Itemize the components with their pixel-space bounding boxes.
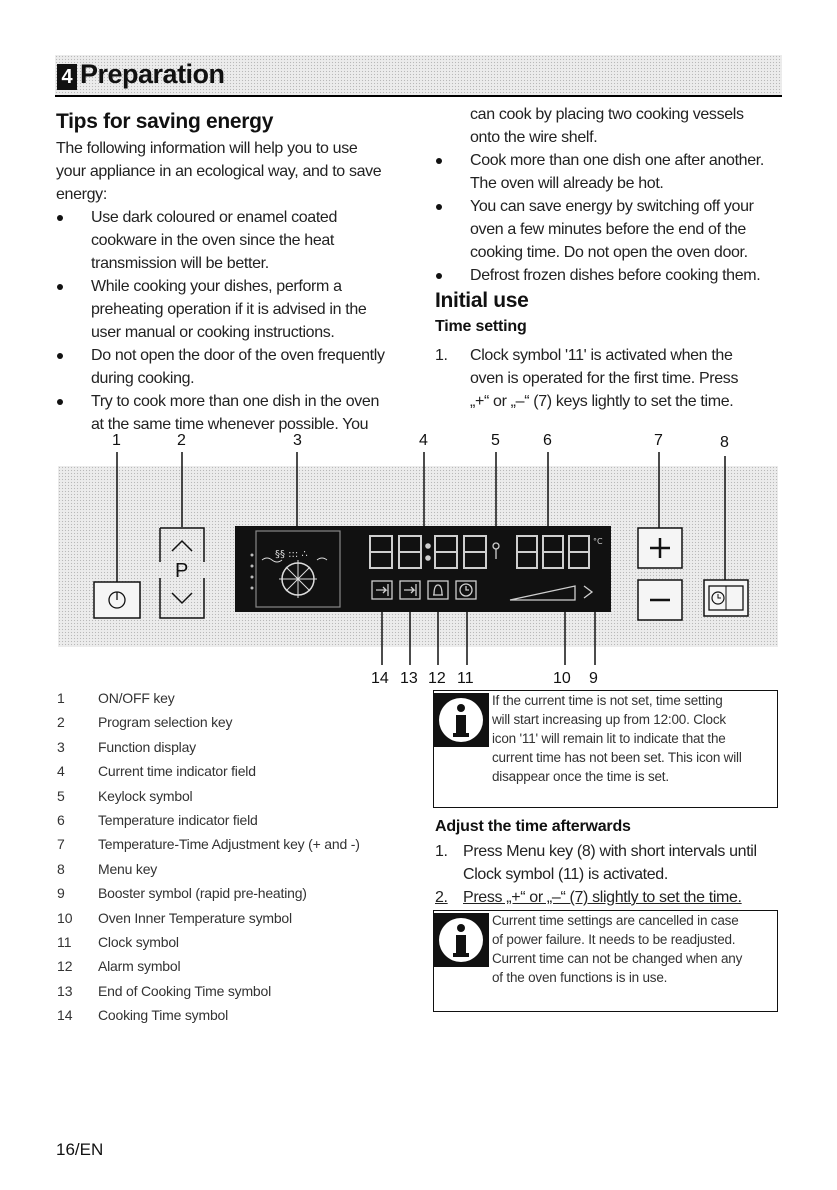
step-1-number: 1. [435,347,448,364]
legend-number: 13 [57,982,73,999]
legend-text: Alarm symbol [98,958,181,975]
page-number: 16/EN [56,1140,104,1159]
callout-12: 12 [428,670,446,687]
section-title: Preparation [80,59,225,89]
legend-text: Booster symbol (rapid pre-heating) [98,885,307,902]
legend-number: 11 [57,934,72,950]
callout-14: 14 [371,670,389,687]
legend-number: 6 [57,812,65,828]
adjust-step-2-text: Press „+“ or „–“ (7) slightly to set the time. [463,889,742,906]
callout-4: 4 [419,432,428,449]
plus-key [638,528,682,568]
tip-bullet-5: Cook more than one dish one after another. The oven will already be hot. [470,149,764,195]
legend-text: Temperature indicator field [98,812,258,828]
adjust-step-2-number: 2. [435,889,448,906]
heading-initial-use: Initial use [435,289,529,312]
heading-time-setting: Time setting [435,318,527,335]
legend-number: 12 [57,958,73,975]
legend-text: Current time indicator field [98,763,256,780]
info-box-power-failure [433,910,778,1012]
callout-1: 1 [112,432,121,449]
tip-bullet-3: Do not open the door of the oven frequently during cooking. [91,344,385,390]
info-box-time-not-set [433,690,778,808]
svg-text:§§ ::: ∴: §§ ::: ∴ [275,549,308,560]
callout-3: 3 [293,432,302,449]
step-1-text: Clock symbol '11' is activated when the oven is operated for the first time. Press „+“ or „–“ (7) keys lightly to set the time. [470,347,739,410]
heading-tips: Tips for saving energy [56,110,274,133]
callout-7: 7 [654,432,663,449]
minus-key [638,580,682,620]
callout-5: 5 [491,432,500,449]
callout-11: 11 [457,670,474,687]
legend-number: 5 [57,787,65,804]
menu-key [704,580,748,616]
tip-bullet-6: You can save energy by switching off your oven a few minutes before the end of the cooking time. Do not open the oven door. [470,195,754,264]
legend-text: Temperature-Time Adjustment key (+ and -) [98,836,360,853]
continuation-text: can cook by placing two cooking vessels onto the wire shelf. [470,106,744,146]
legend-number: 10 [57,909,73,926]
legend-text: Clock symbol [98,934,179,950]
tip-bullet-7: Defrost frozen dishes before cooking them. [470,264,760,287]
legend-text: Menu key [98,860,158,877]
tip-bullet-2: While cooking your dishes, perform a preheating operation if it is advised in the user manual or cooking instructions. [91,275,366,344]
legend-text: End of Cooking Time symbol [98,982,271,999]
on-off-key [94,582,140,618]
callout-10: 10 [553,670,571,687]
program-key-label: P [175,560,189,582]
legend-number: 2 [57,714,65,731]
callout-9: 9 [589,670,598,687]
tip-bullet-1: Use dark coloured or enamel coated cookware in the oven since the heat transmission will be better. [91,206,337,275]
callout-8: 8 [720,434,729,451]
degree-c-label: °C [593,537,603,546]
heading-adjust-time: Adjust the time afterwards [435,818,631,835]
adjust-step-1-number: 1. [435,843,448,860]
info-text-1: If the current time is not set, time setting will start increasing up from 12:00. Clock icon '11' will remain lit to indicate that the current time has not been set. This icon will disappear once the time is set. [492,693,742,784]
intro-paragraph: The following information will help you to use your appliance in an ecological way, and to save energy: [56,140,382,203]
legend-text: Keylock symbol [98,787,193,804]
callout-6: 6 [543,432,552,449]
legend-number: 3 [57,738,65,755]
legend-number: 1 [57,690,65,706]
section-number: 4 [57,64,77,90]
adjust-step-1-text: Press Menu key (8) with short intervals until Clock symbol (11) is activated. [463,843,757,883]
legend-number: 4 [57,763,65,780]
callout-2: 2 [177,432,186,449]
tip-bullet-4: Try to cook more than one dish in the oven at the same time whenever possible. You [91,390,379,436]
legend-text: ON/OFF key [98,690,175,706]
legend-text: Oven Inner Temperature symbol [98,909,292,926]
legend-number: 9 [57,885,65,902]
callout-13: 13 [400,670,418,687]
legend-text: Program selection key [98,714,233,731]
info-text-2: Current time settings are cancelled in case of power failure. It needs to be readjusted. Current time can not be changed when any of the oven functions is in use. [492,913,743,985]
info-icon [433,913,489,967]
legend-number: 8 [57,860,65,877]
legend-number: 14 [57,1007,73,1024]
legend-text: Function display [98,738,196,755]
legend-number: 7 [57,836,65,853]
legend-text: Cooking Time symbol [98,1007,229,1024]
info-icon [433,693,489,747]
